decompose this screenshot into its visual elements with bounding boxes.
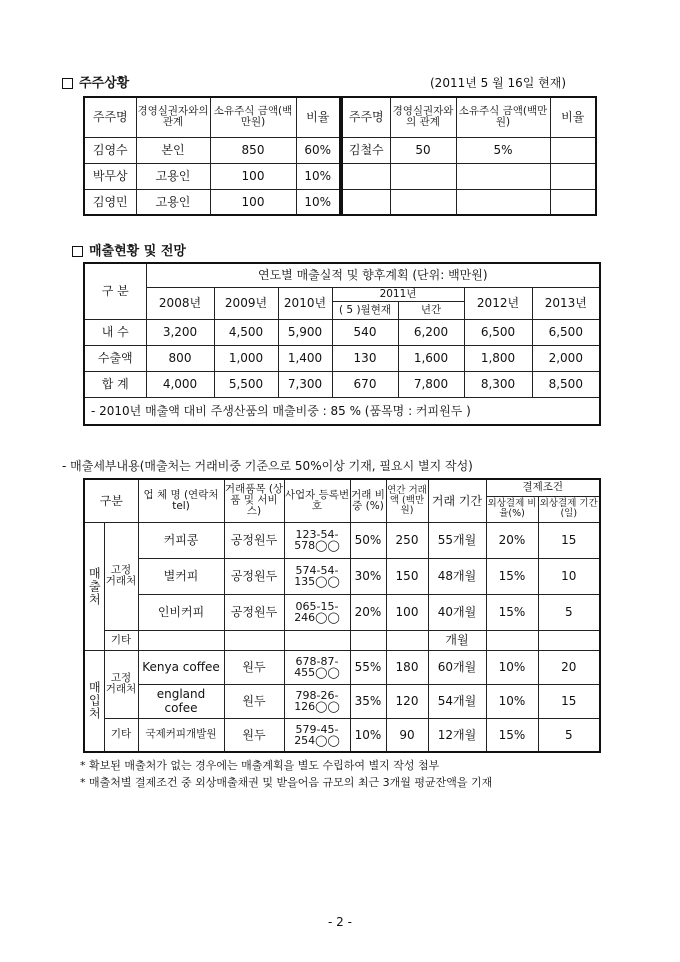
cell-company: 커피콩 xyxy=(138,522,224,558)
table-row xyxy=(84,137,340,163)
cell-value: 6,200 xyxy=(398,319,464,345)
header-share: 거래 비중 (%) xyxy=(350,479,386,522)
cell-period: 54개월 xyxy=(428,684,486,718)
cell-bizno: 798-26-126◯◯ xyxy=(284,684,350,718)
table-row xyxy=(84,684,600,718)
cell-annual: 180 xyxy=(386,650,428,684)
cell-ratio: 15% xyxy=(486,718,538,752)
cell-amount: 850 xyxy=(210,137,296,163)
table-row xyxy=(84,345,600,371)
label-other: 기타 xyxy=(104,630,138,650)
sales-header-main: 연도별 매출실적 및 향후계획 (단위: 백만원) xyxy=(146,263,600,287)
cell-item: 원두 xyxy=(224,718,284,752)
note-2: * 매출처별 결제조건 중 외상매출채권 및 받을어음 규모의 최근 3개월 평균잔액을 기재 xyxy=(80,776,493,789)
cell-relation: 고용인 xyxy=(136,189,210,215)
year-header: 2010년 xyxy=(278,287,332,319)
cell-value: 1,400 xyxy=(278,345,332,371)
cell-value: 1,000 xyxy=(214,345,278,371)
cell-bizno: 065-15-246◯◯ xyxy=(284,594,350,630)
header-period: 거래 기간 xyxy=(428,479,486,522)
cell-annual: 250 xyxy=(386,522,428,558)
cell-company: 인비커피 xyxy=(138,594,224,630)
cell-value: 6,500 xyxy=(464,319,532,345)
cell-company: Kenya coffee xyxy=(138,650,224,684)
label-fixed: 고정 거래처 xyxy=(104,650,138,718)
cell-company: england cofee xyxy=(138,684,224,718)
cell-bizno: 123-54-578◯◯ xyxy=(284,522,350,558)
cell-item: 공정원두 xyxy=(224,594,284,630)
header-amount: 소유주식 금액(백만원) xyxy=(210,97,296,137)
cell-ratio: 10% xyxy=(486,684,538,718)
cell-item: 원두 xyxy=(224,650,284,684)
header-ratio: 비율 xyxy=(550,97,596,137)
table-row xyxy=(84,163,340,189)
cell-annual: 100 xyxy=(386,594,428,630)
page-number: - 2 - xyxy=(328,915,352,929)
cell-value: 7,800 xyxy=(398,371,464,397)
cell-period: 40개월 xyxy=(428,594,486,630)
cell-amount: 100 xyxy=(210,189,296,215)
cell-value: 1,600 xyxy=(398,345,464,371)
row-label: 수출액 xyxy=(84,345,146,371)
cell-ratio: 60% xyxy=(296,137,340,163)
cell-ratio xyxy=(550,137,596,163)
table-row xyxy=(342,137,596,163)
header-bizno: 사업자 등록번호 xyxy=(284,479,350,522)
header-amount: 소유주식 금액(백만원) xyxy=(456,97,550,137)
header-terms: 결제조건 xyxy=(486,479,600,496)
table-row xyxy=(84,594,600,630)
cell-annual: 90 xyxy=(386,718,428,752)
year-header: 2012년 xyxy=(464,287,532,319)
cell-company: 별커피 xyxy=(138,558,224,594)
table-row xyxy=(84,371,600,397)
cell-value: 2,000 xyxy=(532,345,600,371)
cell-annual: 150 xyxy=(386,558,428,594)
year-header-2011: 2011년 xyxy=(332,287,464,301)
cell-value: 8,300 xyxy=(464,371,532,397)
header-gubun: 구분 xyxy=(84,479,138,522)
header-relation: 경영실권자와의 관계 xyxy=(136,97,210,137)
cell-relation: 본인 xyxy=(136,137,210,163)
cell-value: 5,900 xyxy=(278,319,332,345)
table-row xyxy=(84,189,340,215)
table-row xyxy=(84,558,600,594)
cell-value: 800 xyxy=(146,345,214,371)
details-title: - 매출세부내용(매출처는 거래비중 기준으로 50%이상 기재, 필요시 별지 작성) xyxy=(62,459,473,473)
cell-value: 8,500 xyxy=(532,371,600,397)
header-terms-period: 외상결제 기간(일) xyxy=(538,496,600,522)
table-row xyxy=(342,189,596,215)
cell-name: 김철수 xyxy=(342,137,390,163)
cell-value: 1,800 xyxy=(464,345,532,371)
sales-title: 매출현황 및 전망 xyxy=(72,240,186,259)
cell-relation: 고용인 xyxy=(136,163,210,189)
label-gubun: 구 분 xyxy=(84,263,146,319)
checkbox-square-icon xyxy=(72,246,83,257)
cell-days: 5 xyxy=(538,718,600,752)
cell-value: 670 xyxy=(332,371,398,397)
label-other: 기타 xyxy=(104,718,138,752)
shareholders-date: (2011년 5 월 16일 현재) xyxy=(430,76,567,90)
cell-period: 개월 xyxy=(428,630,486,650)
cell-bizno: 579-45-254◯◯ xyxy=(284,718,350,752)
cell-share: 50% xyxy=(350,522,386,558)
shareholders-table-right xyxy=(341,96,597,216)
header-terms-ratio: 외상결제 비율(%) xyxy=(486,496,538,522)
cell-relation: 50 xyxy=(390,137,456,163)
cell-value: 540 xyxy=(332,319,398,345)
cell-period: 48개월 xyxy=(428,558,486,594)
cell-share: 30% xyxy=(350,558,386,594)
header-annual: 연간 거래액 (백만원) xyxy=(386,479,428,522)
cell-value: 6,500 xyxy=(532,319,600,345)
cell-days: 5 xyxy=(538,594,600,630)
cell-period: 55개월 xyxy=(428,522,486,558)
cell-share: 55% xyxy=(350,650,386,684)
cell-item: 원두 xyxy=(224,684,284,718)
cell-ratio: 10% xyxy=(486,650,538,684)
header-relation: 경영실권자와의 관계 xyxy=(390,97,456,137)
shareholders-title: 주주상황 xyxy=(62,72,129,91)
cell-value: 130 xyxy=(332,345,398,371)
cell-value: 4,500 xyxy=(214,319,278,345)
header-company: 업 체 명 (연락처 tel) xyxy=(138,479,224,522)
cell-days: 20 xyxy=(538,650,600,684)
cell-days: 10 xyxy=(538,558,600,594)
cell-amount: 5% xyxy=(456,137,550,163)
cell-item: 공정원두 xyxy=(224,558,284,594)
cell-item: 공정원두 xyxy=(224,522,284,558)
details-table xyxy=(83,478,601,753)
cell-value: 7,300 xyxy=(278,371,332,397)
cell-share: 35% xyxy=(350,684,386,718)
cell-name: 김영민 xyxy=(84,189,136,215)
cell-amount: 100 xyxy=(210,163,296,189)
cell-ratio: 15% xyxy=(486,594,538,630)
cell-value: 3,200 xyxy=(146,319,214,345)
label-sales: 매출처 xyxy=(84,522,104,650)
note-1: * 확보된 매출처가 없는 경우에는 매출계획을 별도 수립하여 별지 작성 첨부 xyxy=(80,759,440,772)
cell-bizno: 574-54-135◯◯ xyxy=(284,558,350,594)
row-label: 합 계 xyxy=(84,371,146,397)
year-header: 2013년 xyxy=(532,287,600,319)
shareholders-table-left xyxy=(83,96,341,216)
table-row xyxy=(84,630,600,650)
cell-ratio: 10% xyxy=(296,163,340,189)
cell-share: 20% xyxy=(350,594,386,630)
table-row xyxy=(84,650,600,684)
cell-ratio: 15% xyxy=(486,558,538,594)
sales-table xyxy=(83,262,601,426)
table-row xyxy=(84,718,600,752)
year-header: 2009년 xyxy=(214,287,278,319)
sub-header-annual: 년간 xyxy=(398,301,464,319)
sub-header-month: ( 5 )월현재 xyxy=(332,301,398,319)
sales-footer-note: - 2010년 매출액 대비 주생산품의 매출비중 : 85 % (품목명 : 커피원두 ) xyxy=(84,397,600,425)
header-name: 주주명 xyxy=(84,97,136,137)
checkbox-square-icon xyxy=(62,78,73,89)
table-row xyxy=(84,522,600,558)
cell-value: 4,000 xyxy=(146,371,214,397)
header-item: 거래품목 (상품 및 서비스) xyxy=(224,479,284,522)
cell-ratio: 20% xyxy=(486,522,538,558)
cell-days: 15 xyxy=(538,684,600,718)
header-ratio: 비율 xyxy=(296,97,340,137)
label-purchase: 매입처 xyxy=(84,650,104,752)
cell-annual: 120 xyxy=(386,684,428,718)
cell-share: 10% xyxy=(350,718,386,752)
cell-bizno: 678-87-455◯◯ xyxy=(284,650,350,684)
label-fixed: 고정 거래처 xyxy=(104,522,138,630)
header-name: 주주명 xyxy=(342,97,390,137)
cell-name: 박무상 xyxy=(84,163,136,189)
cell-value: 5,500 xyxy=(214,371,278,397)
table-row xyxy=(342,163,596,189)
cell-name: 김영수 xyxy=(84,137,136,163)
year-header: 2008년 xyxy=(146,287,214,319)
cell-ratio: 10% xyxy=(296,189,340,215)
cell-period: 60개월 xyxy=(428,650,486,684)
row-label: 내 수 xyxy=(84,319,146,345)
cell-period: 12개월 xyxy=(428,718,486,752)
table-row xyxy=(84,319,600,345)
cell-days: 15 xyxy=(538,522,600,558)
cell-company: 국제커피개발원 xyxy=(138,718,224,752)
